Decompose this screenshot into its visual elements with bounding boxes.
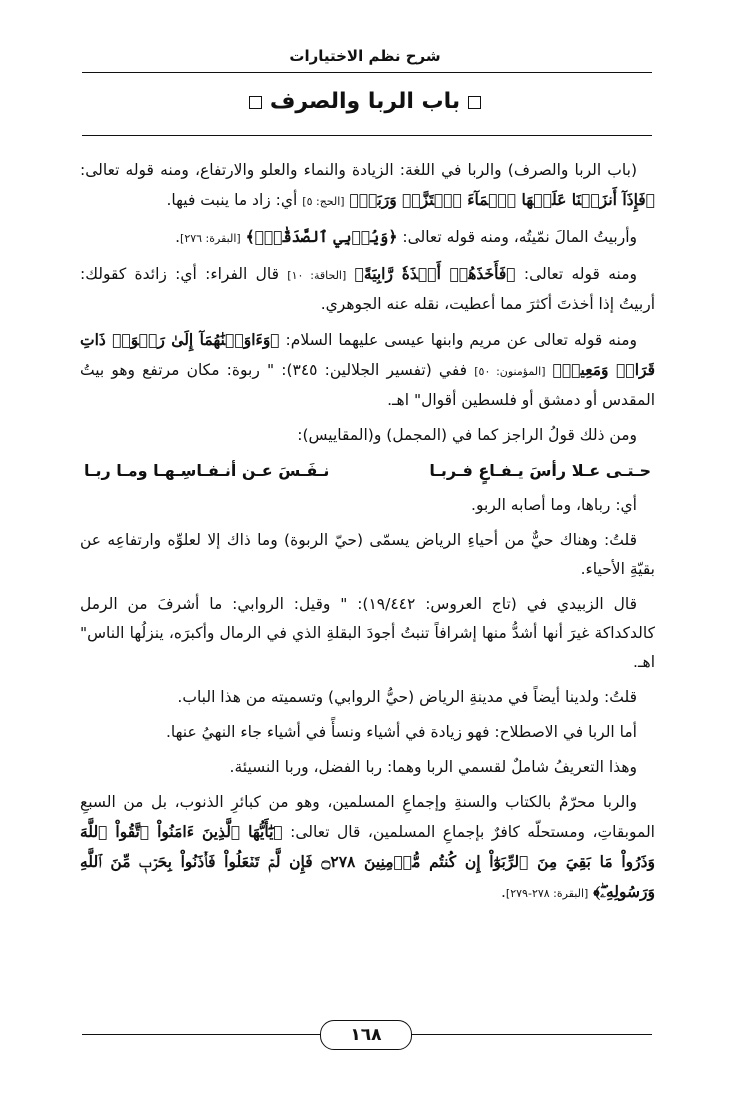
square-bullet-icon xyxy=(249,96,262,109)
running-title: شرح نظم الاختيارات xyxy=(289,47,441,65)
header-rule xyxy=(82,72,652,73)
poem-second-hemistich: نـفَـسَ عـن أنـفـاسِـهـا ومـا ربـا xyxy=(84,461,330,480)
chapter-title xyxy=(0,86,730,118)
verse-reference: [الحاقة: ١٠] xyxy=(287,269,347,282)
verse-reference: [المؤمنون: ٥٠] xyxy=(474,365,546,378)
paragraph: وهذا التعريفُ شاملٌ لقسمي الربا وهما: ربا الفضل، وربا النسيئة. xyxy=(229,758,637,776)
paragraph xyxy=(80,325,655,415)
paragraph: قلتُ: ولدينا أيضاً في مدينةِ الرياض (حيُّ الروابي) وتسميته من هذا الباب. xyxy=(177,688,637,706)
paragraph: قلتُ: وهناك حيٌّ من أحياءِ الرياض يسمّى (حيّ الربوة) وما ذاك إلا لعلوِّه وارتفاعِه عن بقيّةِ الأحياء. xyxy=(80,531,655,578)
title-rule xyxy=(82,135,652,136)
page-number: ١٦٨ xyxy=(320,1020,412,1050)
paragraph-text: (باب الربا والصرف) والربا في اللغة: الزيادة والنماء والعلو والارتفاع، ومنه قوله تعالى: xyxy=(80,161,637,179)
quran-verse: ﴿وَيُرۡبِي ٱلصَّدَقَٰتِۗ﴾ xyxy=(245,227,398,246)
paragraph-text: وأربيتُ المالَ نمّيتُه، ومنه قوله تعالى: xyxy=(397,228,637,246)
paragraph xyxy=(80,222,655,253)
quran-verse: ﴿يَٰٓأَيُّهَا ٱلَّذِينَ ءَامَنُواْ ٱتَّقُواْ ٱللَّهَ وَذَرُواْ مَا بَقِيَ مِنَ ٱلرِّبَوٰٓاْ إِن كُنتُم مُّؤۡمِنِينَ ۝٢٧٨ فَإِن لَّمۡ تَفۡعَلُواْ فَأۡذَنُواْ بِحَرۡبٖ مِّنَ ٱللَّهِ وَرَسُولِهِۦۖ﴾ xyxy=(80,822,655,901)
quran-verse: ﴿فَأَخَذَهُمۡ أَخۡذَةٗ رَّابِيَةً﴾ xyxy=(354,264,516,283)
paragraph: أما الربا في الاصطلاح: فهو زيادة في أشياء ونسأً في أشياء جاء النهيُ عنها. xyxy=(166,723,637,741)
square-bullet-icon xyxy=(468,96,481,109)
main-text xyxy=(80,156,655,914)
paragraph-text: . xyxy=(500,883,506,901)
poem-first-hemistich: حـتـى عـلا رأسَ يـفـاعٍ فـربـا xyxy=(429,461,651,480)
paragraph: قال الزبيدي في (تاج العروس: ١٩/٤٤٢): " وقيل: الروابي: ما أشرفَ من الرمل كالدكداكة غيرَ أنها أشدُّ منها إشرافاً تنبتُ أجودَ البقلةِ الذي في الرمال وأكبرَه، ينزلُها الناس" اهـ. xyxy=(80,595,655,671)
poem-verse xyxy=(80,456,655,485)
paragraph: أي: رباها، وما أصابه الربو. xyxy=(471,496,637,514)
paragraph-text: . xyxy=(175,228,181,246)
paragraph-text: والربا محرّمٌ بالكتاب والسنةِ وإجماعِ المسلمين، وهو من كبائرِ الذنوب، بل من السبعِ الموبقاتِ، ومستحلّه كافرٌ بإجماعِ المسلمين، قال تعالى: xyxy=(80,793,655,841)
paragraph: ومن ذلك قولُ الراجز كما في (المجمل) و(المقاييس): xyxy=(297,426,637,444)
quran-verse: ﴿وَءَاوَيۡنَٰهُمَآ إِلَىٰ رَبۡوَةٖ ذَاتِ قَرَارٖ وَمَعِينٖ﴾ xyxy=(80,330,655,379)
paragraph xyxy=(80,259,655,319)
verse-reference: [الحج: ٥] xyxy=(302,195,345,208)
chapter-title-text: باب الربا والصرف xyxy=(269,89,461,114)
quran-verse: ﴿فَإِذَآ أَنزَلۡنَا عَلَيۡهَا ٱلۡمَآءَ ٱهۡتَزَّتۡ وَرَبَتۡ﴾ xyxy=(349,190,655,209)
paragraph-text: ومنه قوله تعالى: xyxy=(515,265,638,283)
paragraph xyxy=(80,156,655,216)
paragraph-text: ففي (تفسير الجلالين: ٣٤٥): " ربوة: مكان مرتفع وهو بيتُ المقدس أو دمشق أو فلسطين أقوال" اهـ. xyxy=(80,361,655,409)
paragraph-text: ومنه قوله تعالى عن مريم وابنها عيسى عليهما السلام: xyxy=(279,331,637,349)
paragraph xyxy=(80,788,655,908)
paragraph-text: قال الفراء: أي: زائدة كقولك: أربيتُ إذا أخذتَ أكثرَ مما أعطيت، نقله عنه الجوهري. xyxy=(80,265,655,313)
verse-reference: [البقرة: ٢٧٨-٢٧٩] xyxy=(505,887,589,900)
paragraph-text: أي: زاد ما ينبت فيها. xyxy=(166,191,303,209)
verse-reference: [البقرة: ٢٧٦] xyxy=(180,232,241,245)
